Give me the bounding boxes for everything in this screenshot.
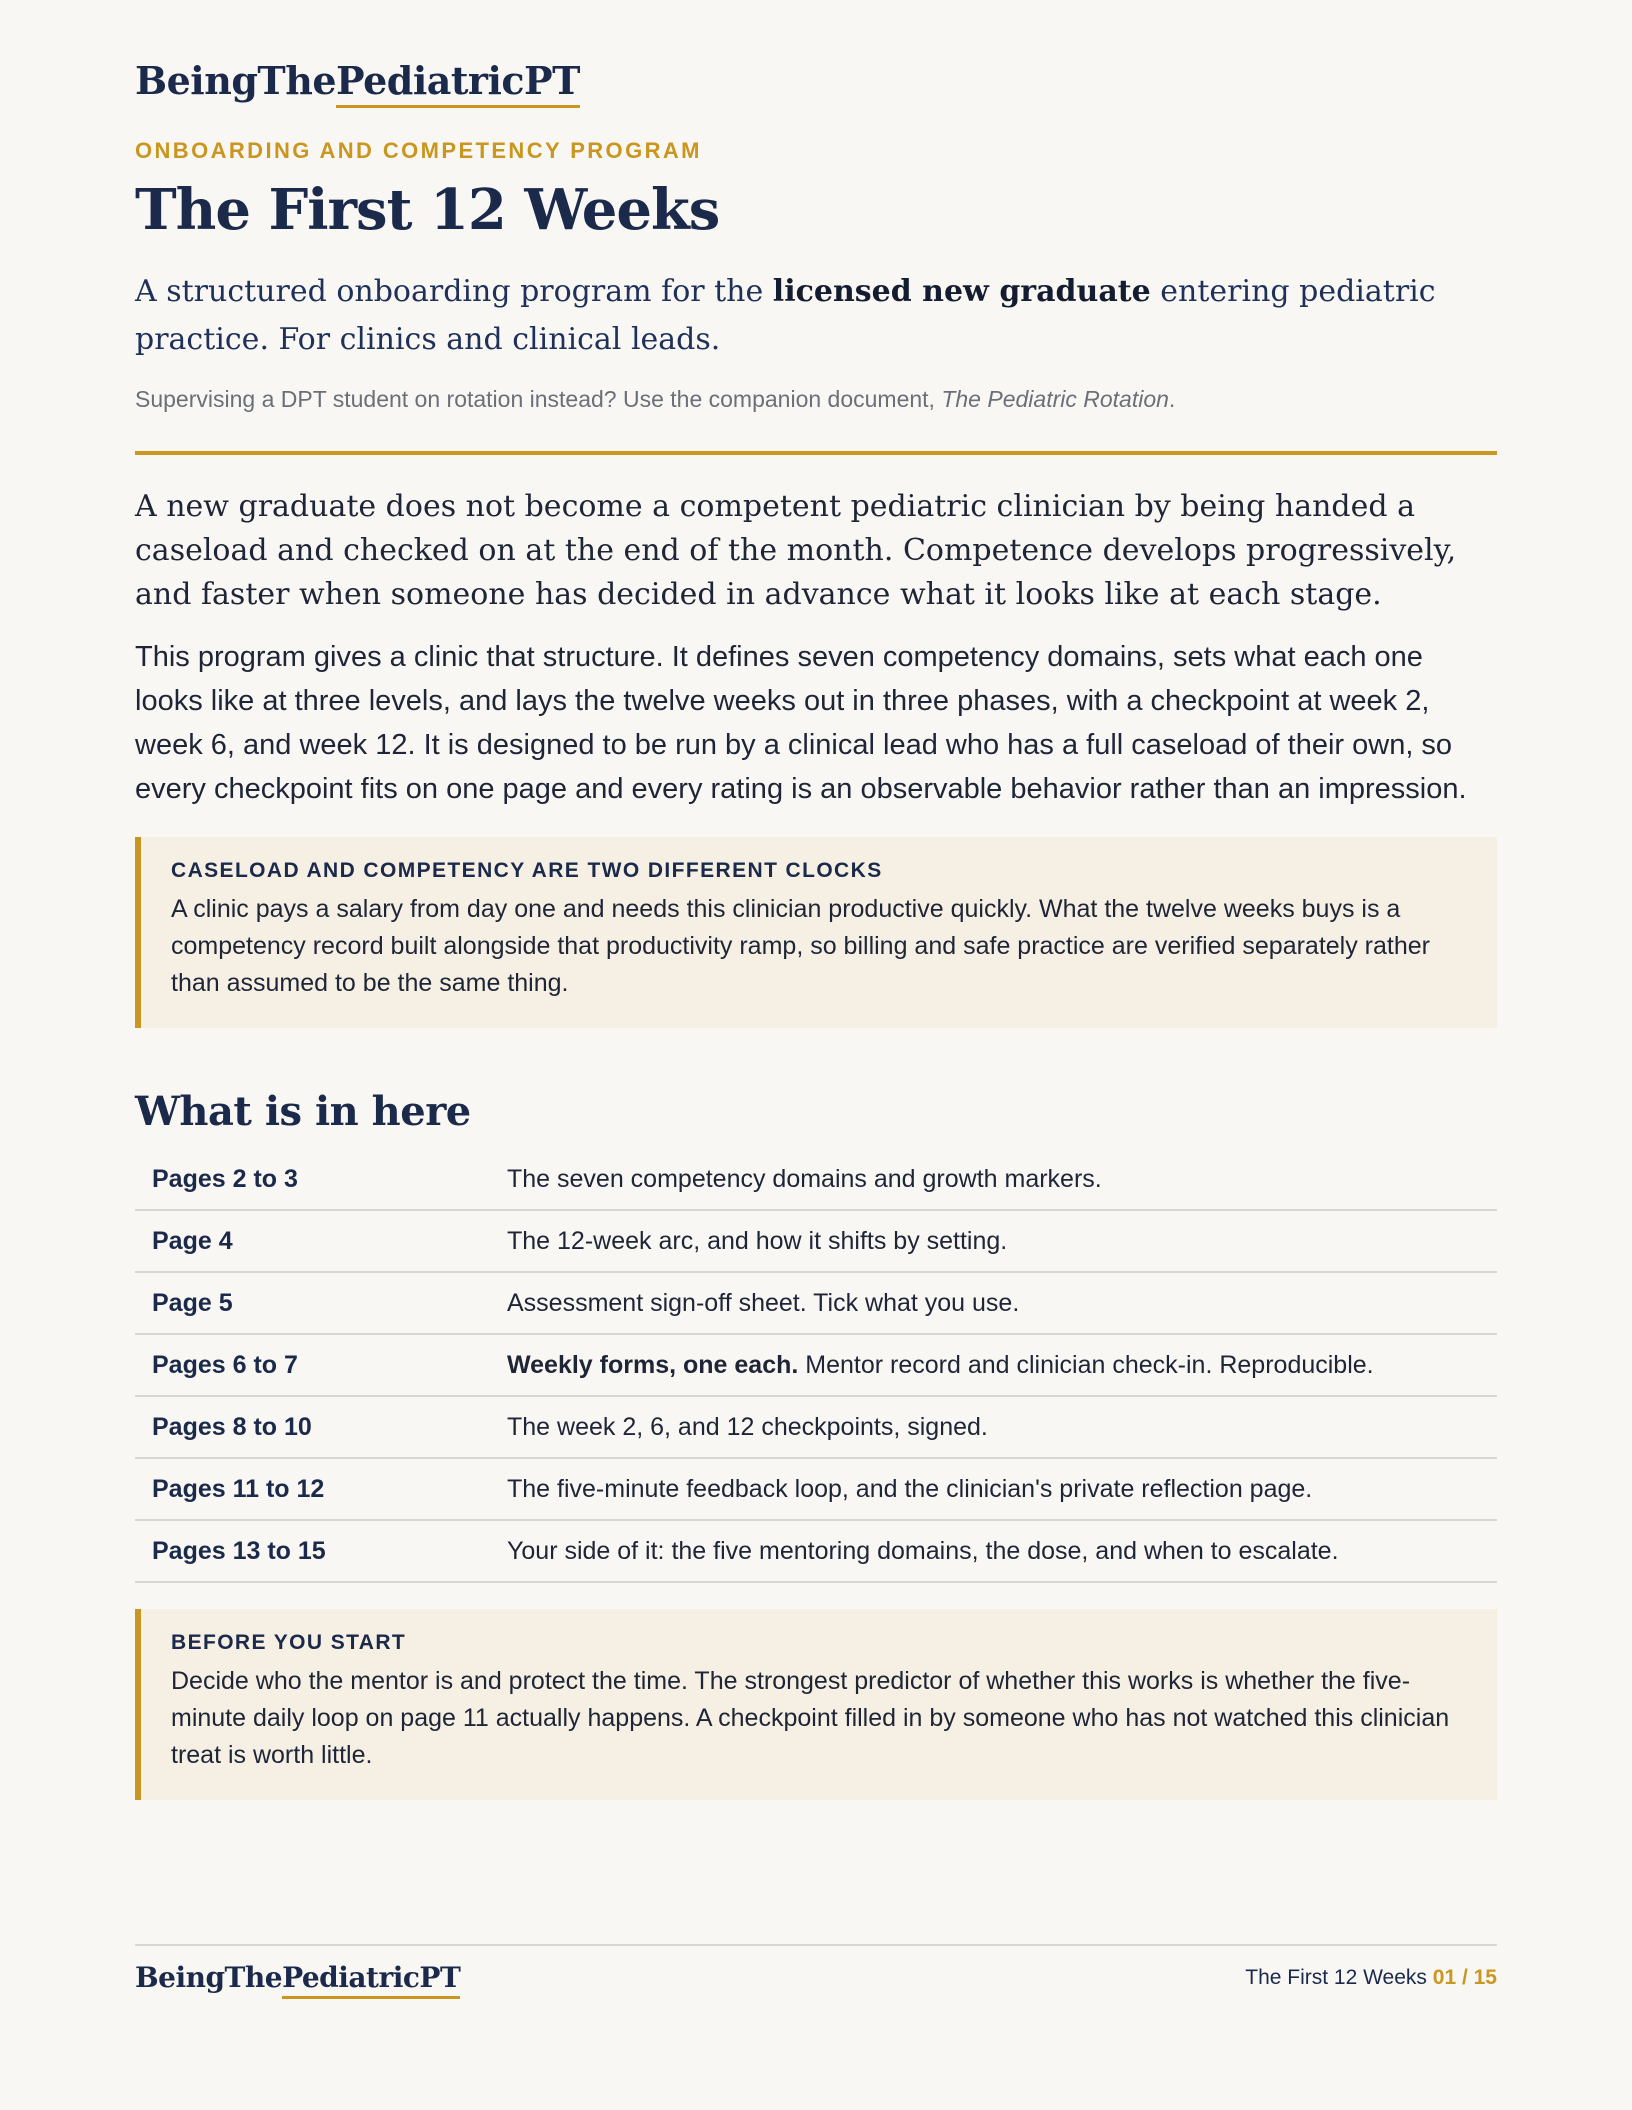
contents-description-text: The seven competency domains and growth markers. (507, 1164, 1102, 1193)
contents-description-text: The 12-week arc, and how it shifts by setting. (507, 1226, 1008, 1255)
contents-pages: Pages 11 to 12 (135, 1458, 507, 1520)
header-divider (135, 451, 1497, 455)
intro-lead: A new graduate does not become a competent pediatric clinician by being handed a caseload and checked on at the end of the month. Competence develops progressively, and faster when someone has decided in advance what it looks like at each stage. (135, 489, 1457, 613)
contents-pages: Page 4 (135, 1210, 507, 1272)
callout-clocks-heading: CASELOAD AND COMPETENCY ARE TWO DIFFERENT CLOCKS (171, 859, 883, 883)
footer-logo-part1: BeingThe (135, 1961, 283, 1994)
callout-before-start (135, 1609, 1497, 1800)
footer-doc-title: The First 12 Weeks (1245, 1966, 1427, 1989)
contents-description-text: The week 2, 6, and 12 checkpoints, signed. (507, 1412, 988, 1441)
companion-note (135, 386, 1497, 413)
callout-clocks-text: A clinic pays a salary from day one and needs this clinician productive quickly. What the twelve weeks buys is a competency record built alongside that productivity ramp, so billing and safe practice are verified separately rather than assumed to be the same thing. (171, 895, 1430, 998)
contents-pages: Page 5 (135, 1272, 507, 1334)
companion-post: . (1168, 386, 1176, 413)
table-row (135, 1458, 1497, 1520)
contents-description-text: Mentor record and clinician check-in. Reproducible. (798, 1350, 1374, 1379)
contents-pages: Pages 13 to 15 (135, 1520, 507, 1582)
eyebrow-label: ONBOARDING AND COMPETENCY PROGRAM (135, 138, 702, 163)
companion-pre: Supervising a DPT student on rotation instead? Use the companion document, (135, 386, 942, 413)
table-row (135, 1272, 1497, 1334)
table-row (135, 1396, 1497, 1458)
contents-description (507, 1520, 1497, 1582)
callout-clocks (135, 837, 1497, 1028)
page-title: The First 12 Weeks (135, 177, 720, 243)
subtitle (135, 268, 1497, 364)
page-footer (135, 1944, 1497, 1992)
callout-before-start-heading: BEFORE YOU START (171, 1631, 407, 1655)
contents-pages: Pages 8 to 10 (135, 1396, 507, 1458)
footer-page-info (1245, 1966, 1497, 1990)
footer-logo (135, 1961, 461, 1994)
contents-pages: Pages 6 to 7 (135, 1334, 507, 1396)
brand-logo (135, 58, 580, 103)
companion-doc-title: The Pediatric Rotation (941, 386, 1169, 413)
brand-logo-part1: BeingThe (135, 58, 337, 103)
contents-description (507, 1334, 1497, 1396)
table-row (135, 1210, 1497, 1272)
contents-description (507, 1396, 1497, 1458)
contents-description (507, 1149, 1497, 1210)
contents-description-text: Assessment sign-off sheet. Tick what you use. (507, 1288, 1020, 1317)
subtitle-post: entering pediatric practice. For clinics and clinical leads. (135, 274, 1436, 358)
contents-table (135, 1149, 1497, 1583)
intro-body: This program gives a clinic that structure. It defines seven competency domains, sets what each one looks like at three levels, and lays the twelve weeks out in three phases, with a checkpoint at week 2, week 6, and week 12. It is designed to be run by a clinical lead who has a full caseload of their own, so every checkpoint fits on one page and every rating is an observable behavior rather than an impression. (135, 641, 1467, 806)
contents-description-text: Your side of it: the five mentoring domains, the dose, and when to escalate. (507, 1536, 1339, 1565)
footer-page-number: 01 / 15 (1432, 1966, 1497, 1989)
table-row (135, 1334, 1497, 1396)
subtitle-bold: licensed new graduate (772, 274, 1151, 310)
footer-logo-part2: PediatricPT (282, 1961, 460, 1999)
contents-description (507, 1458, 1497, 1520)
contents-description (507, 1272, 1497, 1334)
subtitle-pre: A structured onboarding program for the (135, 274, 773, 310)
table-row (135, 1149, 1497, 1210)
contents-description-text: The five-minute feedback loop, and the clinician's private reflection page. (507, 1474, 1313, 1503)
contents-description (507, 1210, 1497, 1272)
contents-title: What is in here (135, 1088, 471, 1136)
contents-description-bold: Weekly forms, one each. (507, 1350, 799, 1379)
brand-logo-part2: PediatricPT (336, 58, 580, 108)
callout-before-start-text: Decide who the mentor is and protect the time. The strongest predictor of whether this works is whether the five-minute daily loop on page 11 actually happens. A checkpoint filled in by someone who has not watched this clinician treat is worth little. (171, 1667, 1450, 1770)
contents-pages: Pages 2 to 3 (135, 1149, 507, 1210)
table-row (135, 1520, 1497, 1582)
